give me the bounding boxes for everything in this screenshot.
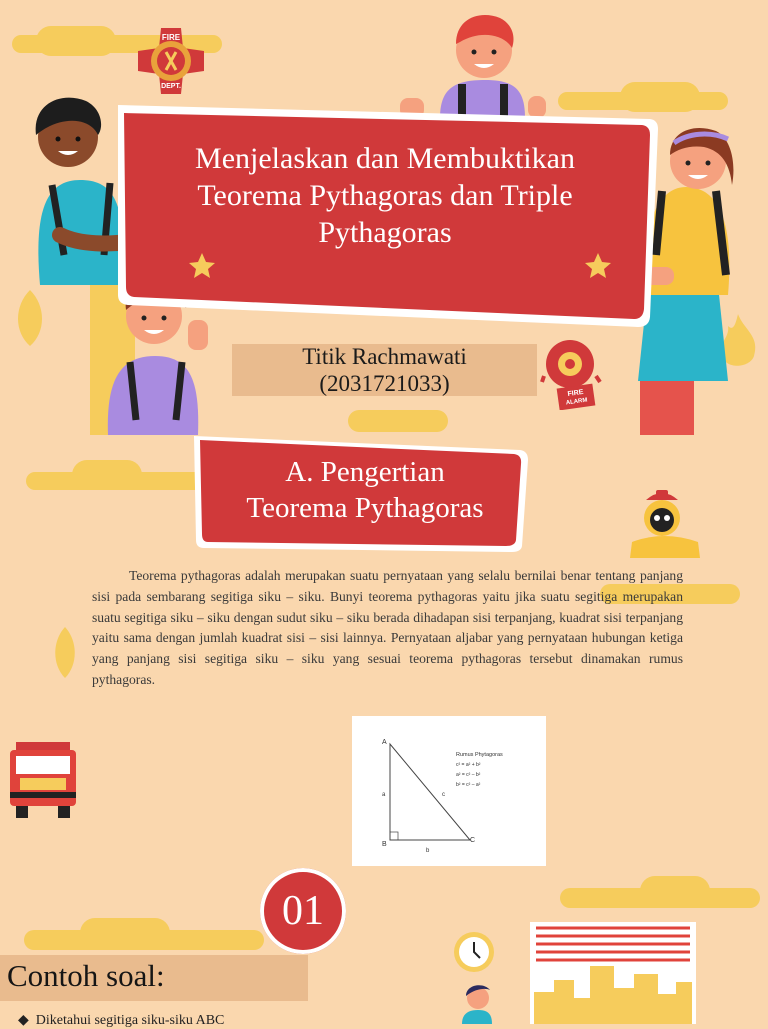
fire-badge-top-text: FIRE	[161, 33, 181, 42]
section-heading-line-2: Teorema Pythagoras	[246, 492, 484, 524]
kid-small-bottom-icon	[458, 982, 496, 1024]
vertex-c-label: C	[470, 837, 476, 844]
cloud-mid-left-puff	[72, 460, 142, 490]
cloud-top-left-puff	[36, 26, 116, 56]
cloud-under-author	[348, 410, 448, 432]
bullet-icon: ◆	[18, 1013, 36, 1028]
vertex-b-label: B	[382, 841, 387, 848]
side-b-label: b	[426, 848, 430, 854]
clock-icon	[452, 930, 496, 974]
author-student-id: (2031721033)	[319, 371, 450, 396]
firefighter-icon	[628, 486, 702, 558]
formula-title: Rumus Phytagoras	[456, 752, 503, 758]
section-heading-line-1: A. Pengertian	[285, 456, 445, 488]
title-line-3: Pythagoras	[318, 216, 452, 249]
building-illustration	[530, 922, 696, 1024]
cloud-bottom-right-puff	[640, 876, 710, 906]
side-a-label: a	[382, 792, 386, 798]
right-triangle-diagram	[352, 716, 546, 866]
body-paragraph: Teorema pythagoras adalah merupakan suatu pernyataan yang selalu bernilai benar tentang panjang sisi pada sembarang segitiga siku – siku. Bunyi teorema pythagoras yaitu jika suatu segitiga merupakan suatu segitiga siku – siku dengan sudut siku – siku berada dihadapan sisi terpanjang, kuadrat sisi terpanjang yaitu sama dengan jumlah kuadrat sisi – sisi lainnya. Pernyataan aljabar yang pernyataan hubungan ketiga yang panjang sisi segitiga siku – siku yang sesuai teorema pythagoras tersebut dinamakan rumus pythagoras.	[92, 568, 683, 687]
leaf-mid-left-icon	[50, 625, 80, 680]
section-number-badge	[260, 868, 346, 954]
alarm-text-line1: FIRE	[567, 388, 584, 399]
contoh-soal-item	[18, 1012, 224, 1029]
fire-badge-bottom-text: DEPT.	[161, 83, 181, 90]
alarm-text-line2: ALARM	[565, 397, 588, 407]
formula-1: c² = a² + b²	[456, 762, 481, 768]
contoh-soal-item-text: Diketahui segitiga siku-siku ABC	[35, 1013, 225, 1028]
pythagoras-figure	[352, 716, 546, 866]
fire-dept-badge-icon	[136, 26, 206, 96]
side-c-label: c	[442, 792, 445, 798]
fire-truck-icon	[6, 738, 80, 820]
cloud-bottom-left-puff	[80, 918, 170, 948]
section-number: 01	[282, 888, 324, 934]
author-name: Titik Rachmawati	[302, 344, 467, 369]
title-line-1: Menjelaskan dan Membuktikan	[195, 142, 575, 175]
vertex-a-label: A	[382, 739, 387, 746]
section-heading	[205, 454, 525, 526]
contoh-soal-box	[0, 955, 308, 1001]
fire-alarm-icon	[540, 338, 602, 410]
page-title	[150, 140, 620, 251]
formula-3: b² = c² – a²	[456, 782, 481, 788]
title-line-2: Teorema Pythagoras dan Triple	[197, 179, 573, 212]
author-box	[232, 344, 537, 396]
formula-2: a² = c² – b²	[456, 772, 481, 778]
contoh-soal-heading: Contoh soal:	[7, 958, 165, 993]
